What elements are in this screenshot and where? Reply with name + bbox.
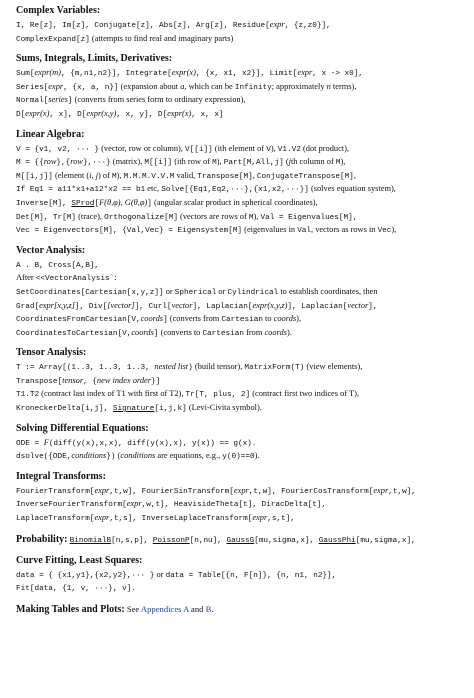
text-segment: conditions	[120, 451, 156, 461]
text-segment: (diff(y(x),x,x), diff(y(x),x), y(x)) == g(x).	[48, 439, 257, 448]
section	[16, 4, 468, 46]
text-segment: Cylindrical	[227, 288, 279, 297]
text-segment: T1.T2	[16, 391, 40, 400]
formula-line	[16, 259, 468, 273]
text-segment: )	[188, 364, 193, 373]
text-segment: PoissonP	[152, 536, 190, 545]
text-segment: ),	[253, 211, 261, 221]
formula-line	[16, 437, 468, 451]
text-segment: coords	[140, 314, 164, 324]
formula-line	[16, 402, 468, 416]
text-segment: from	[243, 327, 265, 337]
text-segment: etc,	[145, 184, 162, 194]
formula-line	[16, 183, 468, 197]
text-segment: })	[106, 453, 116, 462]
formula-line	[16, 485, 468, 499]
text-segment: [n,nu],	[189, 536, 227, 545]
text-segment: ], Laplacian[	[192, 302, 253, 311]
text-segment: to	[262, 314, 274, 324]
text-segment: expr	[297, 68, 313, 78]
text-segment: ,	[252, 170, 257, 180]
text-segment: expr[x,y,z]	[39, 300, 75, 310]
section-row	[16, 602, 468, 617]
text-segment: coords	[131, 327, 154, 337]
text-segment: (contract last index of T1 with first of T2),	[39, 389, 186, 399]
formula-line	[16, 569, 468, 583]
text-segment: Sum[	[16, 70, 35, 79]
appendix-link[interactable]: B	[205, 603, 212, 614]
text-segment: Val = Eigenvalues[M],	[260, 213, 358, 222]
text-segment: tensor	[62, 375, 84, 385]
text-segment: If Eq1 = a11*x1+a12*x2 == b1	[16, 186, 146, 195]
text-segment: (	[283, 157, 289, 167]
formula-line	[16, 272, 468, 286]
text-segment: MatrixForm(T)	[244, 364, 305, 373]
text-segment: [n,s,p],	[111, 536, 153, 545]
text-segment: , {x, a, n}]	[63, 83, 119, 92]
text-segment: M = {{	[16, 159, 44, 168]
section	[16, 244, 468, 341]
formula-line	[16, 156, 468, 170]
section	[16, 602, 468, 617]
text-segment: (dot product),	[300, 143, 350, 153]
text-segment: FourierTransform[	[16, 487, 95, 496]
section-row	[16, 532, 468, 548]
text-segment: data = Table[{n, F[n]}, {n, n1, n2}],	[165, 571, 337, 580]
text-segment: .	[211, 603, 214, 614]
text-segment: LaplaceTransform[	[16, 515, 95, 524]
text-segment: n	[326, 81, 331, 91]
appendix-link[interactable]: Appendices A	[140, 603, 189, 614]
text-segment: F	[43, 437, 49, 447]
section-title: Solving Differential Equations:	[16, 422, 149, 434]
text-segment: y(0)==0	[222, 453, 255, 462]
text-segment: expr	[126, 499, 142, 509]
section	[16, 52, 468, 121]
text-segment: Signature	[112, 405, 155, 414]
text-segment: Spherical	[174, 288, 217, 297]
text-segment: row	[70, 157, 83, 167]
formula-line	[16, 327, 468, 341]
text-segment: (Levi-Civita symbol).	[186, 403, 262, 413]
text-segment: Fit[data, {1, v, ···}, v].	[16, 585, 136, 594]
formula-line	[16, 512, 468, 526]
text-segment: dsolve({ODE,	[16, 453, 72, 462]
formula-line	[16, 143, 468, 157]
text-segment: M	[212, 159, 217, 168]
text-segment: [	[94, 199, 100, 208]
section-title: Linear Algebra:	[16, 128, 85, 140]
text-segment: ,t,w], FourierCosTransform[	[248, 487, 374, 496]
text-segment: expr	[94, 513, 110, 523]
text-segment: (ith row of	[172, 157, 213, 167]
text-segment: ,	[353, 170, 356, 180]
formula-line	[16, 170, 468, 184]
text-segment: , x -> x0],	[312, 70, 364, 79]
text-segment: (converts from	[167, 314, 222, 324]
text-segment: Cartesian	[202, 329, 244, 338]
text-segment: a	[180, 81, 185, 91]
text-segment: ], Laplacian[	[287, 302, 348, 311]
text-segment: M[[i,j]]	[16, 172, 53, 181]
text-segment: (vector, row or column),	[99, 143, 185, 153]
text-segment: expr	[48, 81, 64, 91]
section-title: Sums, Integrals, Limits, Derivatives:	[16, 53, 173, 65]
text-segment: Vec = Eigenvectors[M], {Val,Vec} = Eigensystem[M]	[16, 227, 243, 236]
formula-line	[16, 19, 468, 33]
text-segment: SetCoordinates[Cartesian[x,y,z]]	[16, 288, 164, 297]
section	[16, 532, 468, 548]
text-segment: , which can be	[184, 81, 235, 91]
text-segment: Transpose[M]	[197, 172, 253, 181]
text-segment: ]	[67, 97, 73, 106]
text-segment: Cartesian	[221, 316, 263, 325]
text-segment: (ith element of	[212, 143, 267, 153]
text-segment: row	[43, 157, 57, 167]
formula-line	[16, 211, 468, 225]
text-segment: expr	[233, 485, 249, 495]
formula-line	[16, 300, 468, 314]
text-segment: ,t,s], InverseLaplaceTransform[	[109, 515, 253, 524]
text-segment: (solves equation system),	[308, 184, 396, 194]
text-segment: Det[M], Tr[M]	[16, 213, 76, 222]
text-segment: Vec	[377, 227, 392, 236]
text-segment: expr	[94, 485, 110, 495]
text-segment: Tr[T, plus, 2]	[185, 391, 251, 400]
text-segment: GaussG	[226, 536, 255, 545]
text-segment: ),	[340, 157, 346, 167]
text-segment: , vectors as rows in	[311, 225, 378, 235]
text-segment: ),	[391, 225, 397, 235]
text-segment: (angular scalar product in spherical coordinates),	[151, 197, 318, 207]
text-segment: Normal[	[16, 97, 49, 106]
text-segment: expr	[269, 20, 285, 29]
formula-line	[16, 197, 468, 211]
text-segment: V[[i]]	[185, 145, 213, 154]
formula-line	[16, 81, 468, 95]
formula-line	[16, 498, 468, 512]
formula-line	[16, 582, 468, 596]
text-segment: coords	[264, 327, 287, 337]
text-segment: <<VectorAnalysis`	[35, 275, 115, 284]
formula-line	[16, 450, 468, 464]
formula-line	[16, 388, 468, 402]
formula-line	[16, 286, 468, 300]
formula-line	[16, 94, 468, 108]
text-segment: vector	[347, 300, 369, 310]
section-inline-content	[125, 604, 214, 614]
text-segment: CoordinatesFromCartesian[V,	[16, 316, 141, 325]
section	[16, 554, 468, 596]
text-segment: [i,j,k]	[154, 405, 187, 414]
section	[16, 128, 468, 238]
text-segment: (matrix),	[110, 157, 145, 167]
text-segment: nested list	[154, 362, 189, 372]
section-inline-content	[67, 534, 415, 544]
text-segment: D[	[16, 110, 26, 119]
text-segment: ], Div[	[74, 302, 108, 311]
text-segment: (trace),	[75, 211, 105, 221]
text-segment: M.M.M.V.V.M	[123, 172, 175, 181]
section-title: Curve Fitting, Least Squares:	[16, 554, 143, 566]
text-segment: data = { {x1,y1},{x2,y2},··· }	[16, 571, 155, 580]
text-segment: valid,	[174, 170, 198, 180]
text-segment: , {z,z0}],	[284, 22, 331, 30]
text-segment: M	[248, 213, 254, 222]
text-segment: Series[	[16, 83, 49, 92]
text-segment: ).	[254, 451, 260, 461]
text-segment: [mu,sigma,x],	[355, 536, 416, 545]
section-title: Vector Analysis:	[16, 244, 86, 256]
text-segment: M	[111, 172, 117, 181]
text-segment: A . B, Cross[A,B],	[16, 261, 100, 270]
text-segment: GaussPhi	[318, 536, 356, 545]
text-segment: ConjugateTranspose[M]	[256, 172, 354, 181]
text-segment: InverseFourierTransform[	[16, 501, 127, 510]
section-title: Complex Variables:	[16, 5, 101, 16]
formula-line	[16, 313, 468, 327]
text-segment: See	[126, 603, 141, 614]
text-segment: ; approximately	[271, 81, 327, 91]
formula-line	[16, 361, 468, 375]
text-segment: ,t,w],	[388, 487, 416, 496]
text-segment: T := Array[(1..3, 1..3, 1..3,	[16, 364, 155, 373]
text-segment: },{	[56, 159, 71, 168]
text-segment: (vectors are rows of	[177, 211, 249, 221]
text-segment: series	[48, 95, 68, 105]
section-title: Making Tables and Plots:	[16, 603, 125, 615]
formula-line	[16, 224, 468, 238]
text-segment: Inverse[M],	[16, 199, 72, 208]
text-segment: new index order	[96, 375, 152, 385]
text-segment: ),	[216, 157, 224, 167]
text-segment: or	[163, 286, 175, 296]
text-segment: ]	[163, 316, 168, 325]
text-segment: terms),	[330, 81, 357, 91]
text-segment: :	[114, 273, 117, 283]
text-segment: expr(x)	[167, 108, 192, 118]
text-segment: Infinity	[234, 83, 272, 92]
text-segment: V1.V2	[277, 145, 301, 154]
text-segment: Solve[{Eq1,Eq2,···},{x1,x2,···}]	[161, 186, 309, 195]
text-segment: i, j	[89, 170, 99, 180]
text-segment: ,t,w], FourierSinTransform[	[109, 487, 234, 496]
text-segment: to establish coordinates, then	[278, 286, 378, 296]
text-segment: , {	[83, 377, 97, 386]
text-segment: CoordinatesToCartesian[V,	[16, 329, 132, 338]
text-segment: , {x, x1, x2}], Limit[	[195, 70, 298, 79]
text-segment: ,s,t],	[267, 515, 295, 524]
text-segment: , x, x]	[191, 110, 224, 119]
text-segment: ]	[153, 329, 159, 338]
text-segment: and	[188, 603, 206, 614]
formula-line	[16, 375, 468, 389]
text-segment: (attempts to find real and imaginary parts)	[89, 33, 234, 43]
text-segment: or	[154, 569, 166, 579]
text-segment: j	[288, 157, 291, 167]
text-segment: (	[115, 451, 121, 461]
text-segment: , {m,n1,n2}], Integrate[	[60, 70, 172, 79]
text-segment: ) of	[98, 170, 112, 180]
text-segment: ], Curl[	[134, 302, 172, 311]
text-segment: coords	[273, 314, 297, 324]
section	[16, 346, 468, 415]
text-segment: expr(x,y,z)	[252, 300, 288, 310]
text-segment: (build tensor),	[192, 362, 245, 372]
text-segment: (converts to	[158, 327, 203, 337]
text-segment: SProd	[71, 199, 95, 208]
text-segment: , x], D[	[49, 110, 87, 119]
text-segment: [vector]	[107, 300, 135, 310]
text-segment: }]	[151, 377, 161, 386]
text-segment: expr	[373, 485, 389, 495]
text-segment: , x, y], D[	[116, 110, 168, 119]
text-segment: vector	[171, 300, 193, 310]
text-segment: F(θ,φ), G(θ,φ)	[99, 197, 148, 207]
text-segment: expr	[252, 513, 268, 523]
text-segment: I, Re[z], Im[z], Conjugate[z], Abs[z], Arg[z], Residue[	[16, 22, 270, 30]
text-segment: Orthogonalize[M]	[104, 213, 178, 222]
text-segment: ),	[270, 143, 278, 153]
text-segment: After	[16, 273, 36, 283]
section-title: Probability:	[16, 533, 68, 545]
text-segment: Val	[297, 227, 312, 236]
text-segment: ComplexExpand[z]	[16, 35, 90, 44]
text-segment: Part[M,All,j]	[223, 159, 284, 168]
text-segment: (contract first two indices of T),	[250, 389, 360, 399]
text-segment: [mu,sigma,x],	[254, 536, 319, 545]
text-segment: (converts from series form to ordinary expression),	[72, 95, 246, 105]
text-segment: ],	[368, 302, 378, 311]
formula-line	[16, 67, 468, 81]
text-segment: ).	[286, 327, 292, 337]
text-segment: KroneckerDelta[i,j],	[16, 405, 113, 414]
text-segment: BinomialB	[69, 536, 112, 545]
text-segment: V = {v1, v2, ··· }	[16, 145, 100, 154]
text-segment: expr(x,y)	[86, 108, 117, 118]
text-segment: expr(x)	[25, 108, 50, 118]
text-segment: ),	[116, 170, 124, 180]
formula-line	[16, 108, 468, 122]
text-segment: Grad[	[16, 302, 40, 311]
section	[16, 470, 468, 526]
section-title: Integral Transforms:	[16, 470, 106, 482]
text-segment: conditions	[71, 451, 107, 461]
text-segment: or	[216, 286, 228, 296]
text-segment: ]	[147, 199, 152, 208]
section-title: Tensor Analysis:	[16, 347, 87, 359]
formula-line	[16, 33, 468, 47]
text-segment: M[[i]]	[144, 159, 173, 168]
text-segment: ,w,t], HeavisideTheta[t], DiracDelta[t],	[141, 501, 327, 510]
text-segment: (view elements),	[304, 362, 363, 372]
text-segment: ODE =	[16, 439, 44, 448]
text-segment: th column of	[290, 157, 336, 167]
text-segment: V	[266, 145, 271, 154]
text-segment: (element (	[52, 170, 90, 180]
text-segment: are equations, e.g.,	[155, 451, 223, 461]
section	[16, 422, 468, 464]
text-segment: },···}	[83, 159, 111, 168]
text-segment: M	[335, 159, 341, 168]
text-segment: Transpose[	[16, 377, 63, 386]
text-segment: expr(x)	[171, 68, 196, 78]
text-segment: expr(m)	[34, 68, 61, 78]
text-segment: (eigenvalues in	[242, 225, 298, 235]
text-segment: (expansion about	[118, 81, 181, 91]
text-segment: ),	[296, 314, 302, 324]
